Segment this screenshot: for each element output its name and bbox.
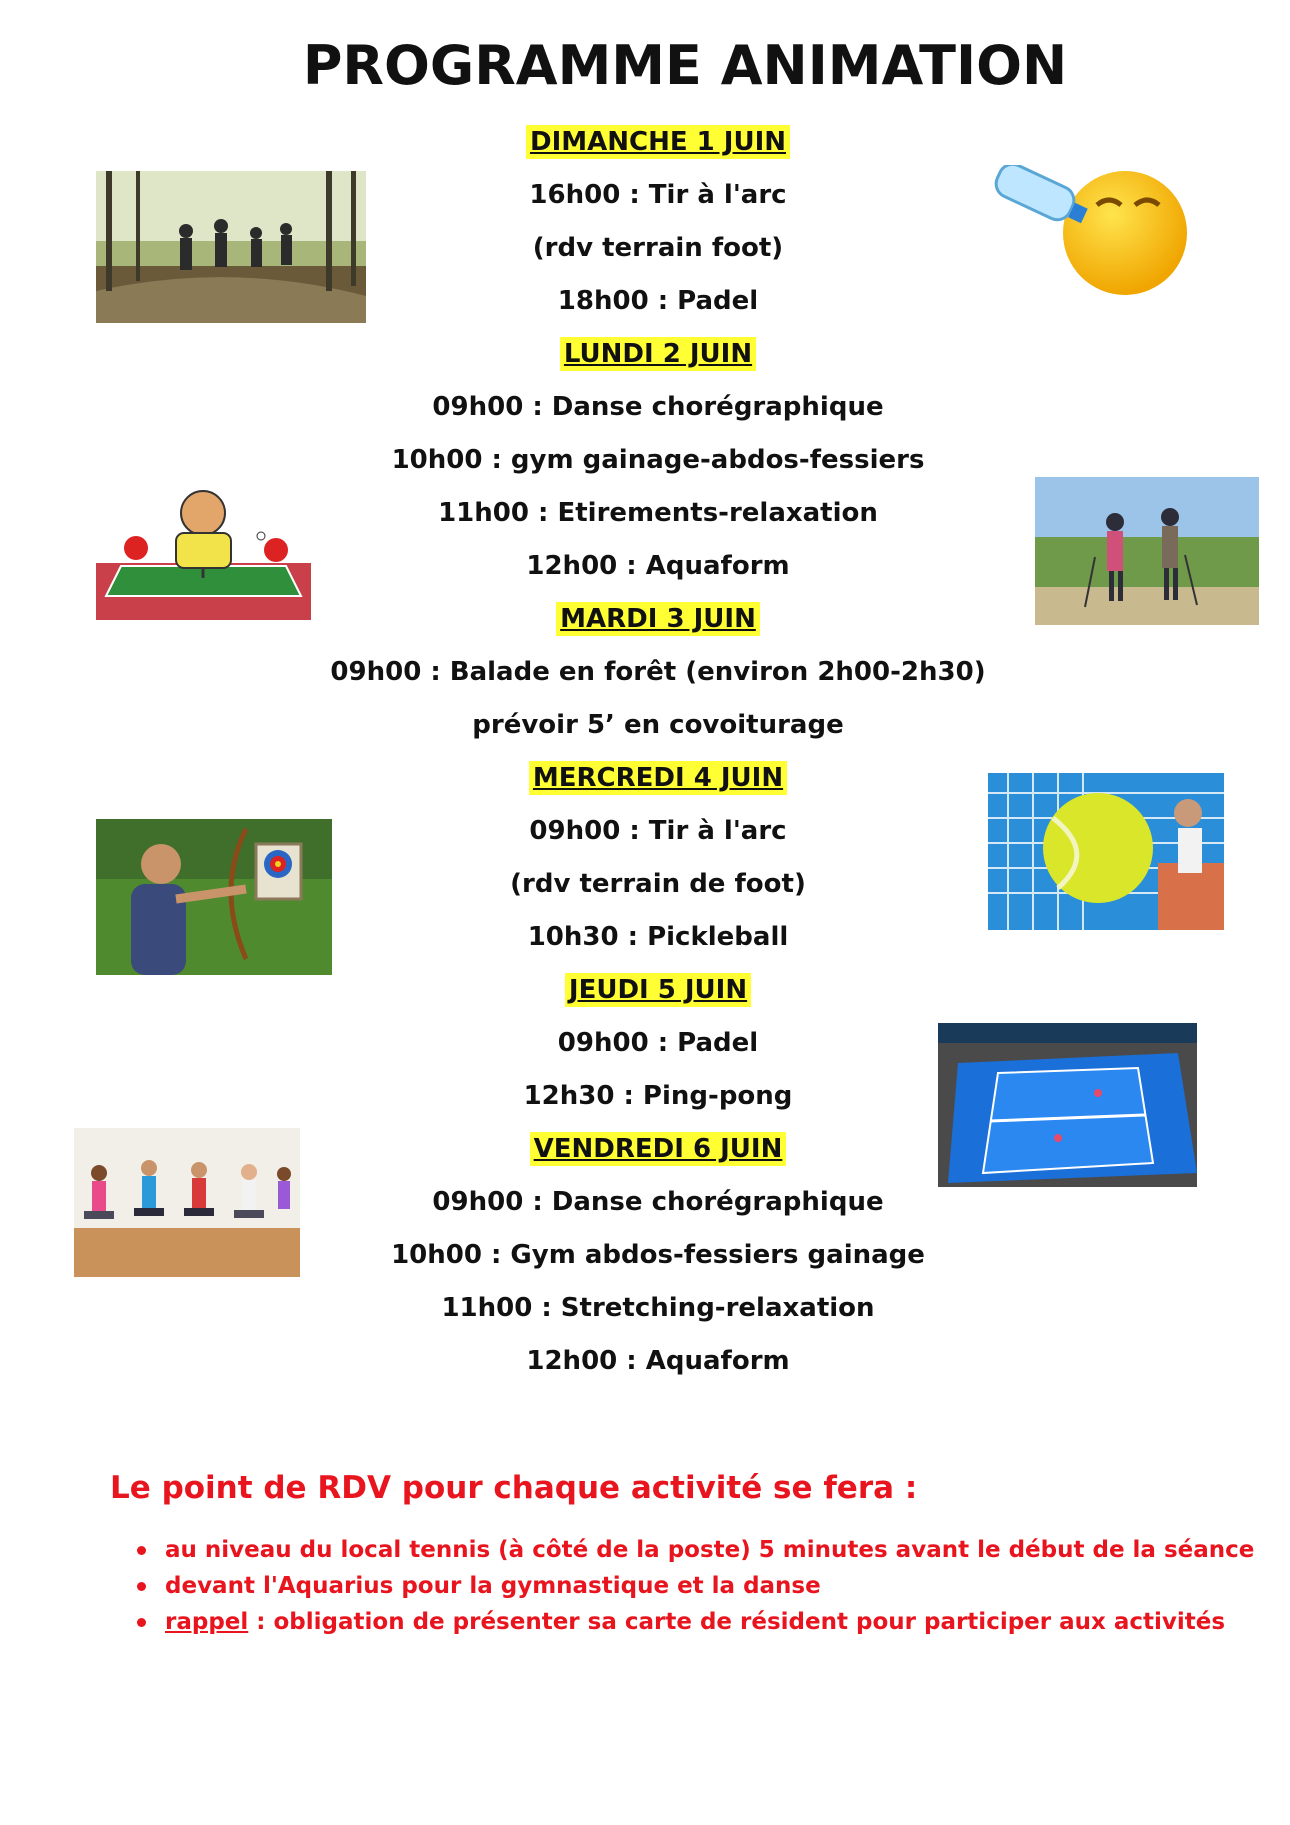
day-heading: LUNDI 2 JUIN xyxy=(330,328,986,381)
emoji-water-bottle xyxy=(985,165,1195,300)
reminder-text: : obligation de présenter sa carte de résident pour participer aux activités xyxy=(248,1609,1226,1635)
activity-line: 09h00 : Danse chorégraphique xyxy=(432,392,884,422)
activity-line: 11h00 : Stretching-relaxation xyxy=(441,1293,875,1323)
gym-class-photo xyxy=(74,1128,300,1277)
activity-line: (rdv terrain de foot) xyxy=(510,869,806,899)
activity-line: 10h00 : Gym abdos-fessiers gainage xyxy=(391,1240,925,1270)
archery-photo xyxy=(96,819,332,975)
day-heading: JEUDI 5 JUIN xyxy=(330,964,986,1017)
activity-line: 12h00 : Aquaform xyxy=(526,1346,790,1376)
activity-line: 18h00 : Padel xyxy=(557,286,759,316)
activity-line: 16h00 : Tir à l'arc xyxy=(529,180,787,210)
nordic-walking-photo xyxy=(1035,477,1259,625)
activity-line: (rdv terrain foot) xyxy=(532,233,784,263)
activity-line: 11h00 : Etirements-relaxation xyxy=(438,498,878,528)
activity-line: 09h00 : Tir à l'arc xyxy=(529,816,787,846)
day-heading: VENDREDI 6 JUIN xyxy=(330,1123,986,1176)
schedule xyxy=(330,116,986,1388)
tennis-ball-photo xyxy=(988,773,1224,930)
padel-court-photo xyxy=(938,1023,1197,1187)
list-item: devant l'Aquarius pour la gymnastique et la danse xyxy=(135,1568,1255,1604)
runners-photo xyxy=(96,171,366,323)
activity-line: 09h00 : Balade en forêt (environ 2h00-2h30) xyxy=(330,657,986,687)
day-heading: MERCREDI 4 JUIN xyxy=(330,752,986,805)
activity-line: 09h00 : Danse chorégraphique xyxy=(432,1187,884,1217)
day-heading: MARDI 3 JUIN xyxy=(330,593,986,646)
activity-line: 09h00 : Padel xyxy=(557,1028,759,1058)
meeting-point-list xyxy=(135,1532,1255,1640)
day-heading: DIMANCHE 1 JUIN xyxy=(330,116,986,169)
activity-line: 10h30 : Pickleball xyxy=(527,922,789,952)
ping-pong-cartoon xyxy=(96,478,311,620)
reminder-label: rappel xyxy=(165,1609,249,1635)
activity-line: prévoir 5’ en covoiturage xyxy=(472,710,844,740)
activity-line: 10h00 : gym gainage-abdos-fessiers xyxy=(391,445,925,475)
page-title: PROGRAMME ANIMATION xyxy=(302,34,1068,97)
meeting-point-heading: Le point de RDV pour chaque activité se fera : xyxy=(110,1470,918,1506)
activity-line: 12h30 : Ping-pong xyxy=(523,1081,793,1111)
activity-line: 12h00 : Aquaform xyxy=(526,551,790,581)
list-item: au niveau du local tennis (à côté de la poste) 5 minutes avant le début de la séance xyxy=(135,1532,1255,1568)
list-item xyxy=(135,1604,1255,1640)
